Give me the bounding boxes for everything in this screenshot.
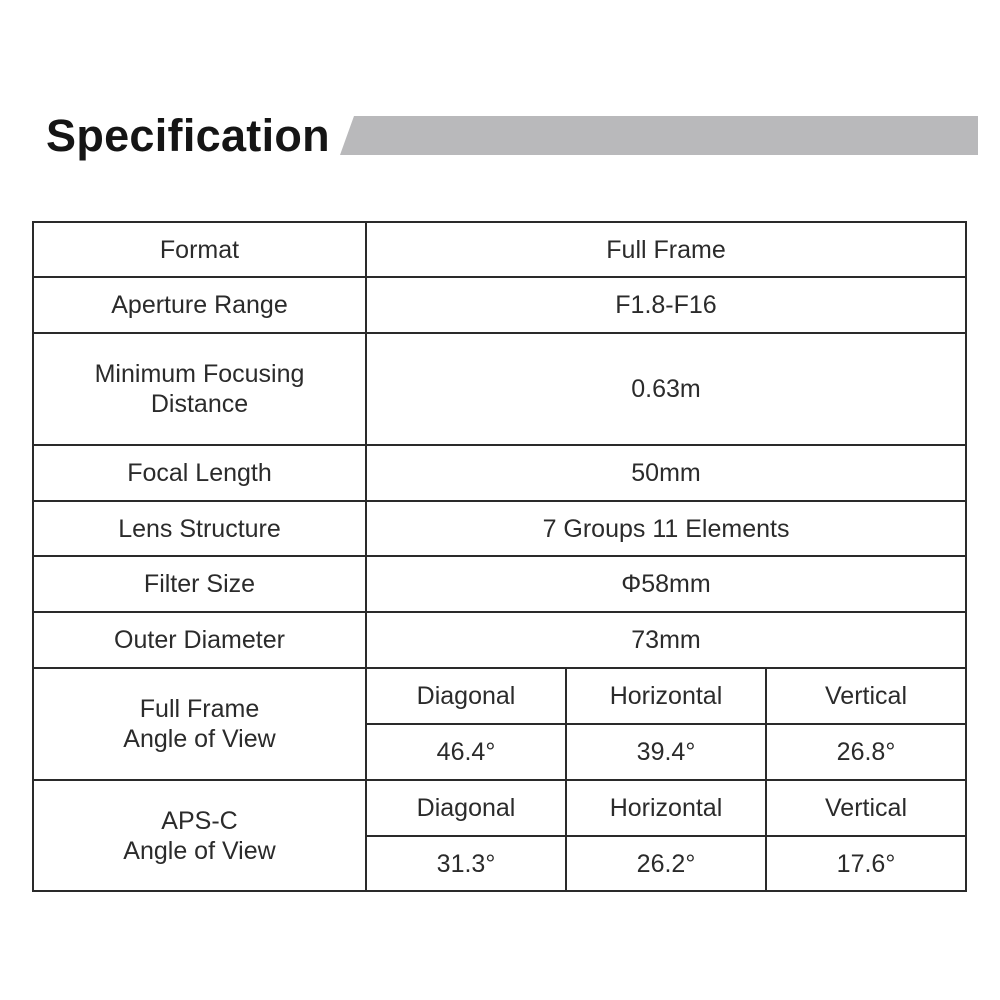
spec-label: Focal Length bbox=[33, 445, 366, 501]
angle-value-horizontal: 26.2° bbox=[566, 836, 766, 891]
angle-value-diagonal: 46.4° bbox=[366, 724, 566, 780]
title-decorative-bar bbox=[340, 116, 978, 155]
page-title: Specification bbox=[46, 110, 330, 161]
spec-row-outer-diameter bbox=[33, 612, 966, 668]
angle-value-vertical: 26.8° bbox=[766, 724, 966, 780]
spec-table bbox=[32, 221, 967, 892]
spec-label: Full Frame Angle of View bbox=[33, 668, 366, 780]
angle-header-horizontal: Horizontal bbox=[566, 780, 766, 836]
spec-row-aperture-range bbox=[33, 277, 966, 333]
angle-value-diagonal: 31.3° bbox=[366, 836, 566, 891]
spec-row-aps-c-angle-headers bbox=[33, 780, 966, 836]
angle-header-diagonal: Diagonal bbox=[366, 780, 566, 836]
spec-value: Full Frame bbox=[366, 222, 966, 277]
spec-value: 0.63m bbox=[366, 333, 966, 445]
spec-row-focal-length bbox=[33, 445, 966, 501]
spec-row-full-frame-angle-headers bbox=[33, 668, 966, 724]
spec-label: Lens Structure bbox=[33, 501, 366, 556]
angle-value-horizontal: 39.4° bbox=[566, 724, 766, 780]
spec-label: Minimum Focusing Distance bbox=[33, 333, 366, 445]
spec-label: Outer Diameter bbox=[33, 612, 366, 668]
angle-header-vertical: Vertical bbox=[766, 668, 966, 724]
spec-value: 7 Groups 11 Elements bbox=[366, 501, 966, 556]
spec-row-minimum-focusing-distance bbox=[33, 333, 966, 445]
spec-label: Aperture Range bbox=[33, 277, 366, 333]
spec-row-filter-size bbox=[33, 556, 966, 612]
spec-label: Format bbox=[33, 222, 366, 277]
spec-label: APS-C Angle of View bbox=[33, 780, 366, 891]
spec-row-lens-structure bbox=[33, 501, 966, 556]
angle-header-horizontal: Horizontal bbox=[566, 668, 766, 724]
angle-header-diagonal: Diagonal bbox=[366, 668, 566, 724]
spec-value: 50mm bbox=[366, 445, 966, 501]
angle-value-vertical: 17.6° bbox=[766, 836, 966, 891]
spec-row-format bbox=[33, 222, 966, 277]
spec-label: Filter Size bbox=[33, 556, 366, 612]
spec-value: 73mm bbox=[366, 612, 966, 668]
spec-value: F1.8-F16 bbox=[366, 277, 966, 333]
angle-header-vertical: Vertical bbox=[766, 780, 966, 836]
spec-value: Φ58mm bbox=[366, 556, 966, 612]
